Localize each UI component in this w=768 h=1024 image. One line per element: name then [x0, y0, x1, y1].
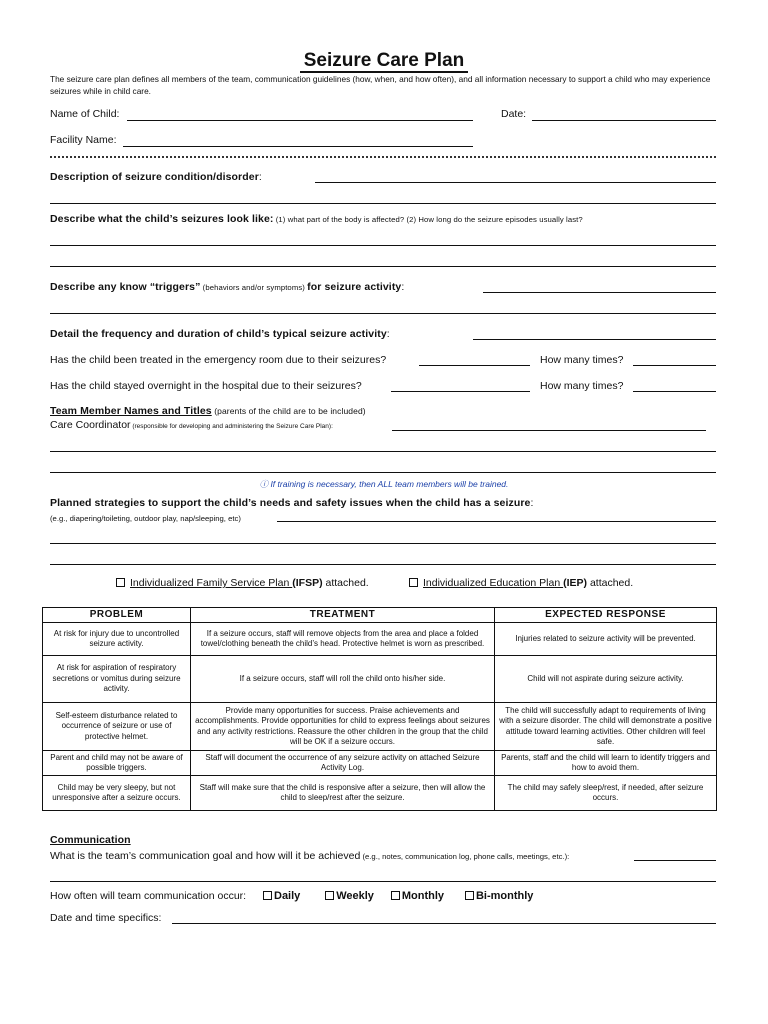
look-like-heading: Describe what the child’s seizures look like: (1) what part of the body is affected? (2) How long do the seizure episodes usually last?: [50, 213, 583, 225]
treatment-cell: Provide many opportunities for success. Praise achievements and accomplishments. Provide opportunities for child to express feelings about seizures and any activity restrictions. Reassure the other children in the group that the child will be OK if a seizure occurs.: [191, 703, 495, 751]
er-answer-field[interactable]: [419, 365, 530, 366]
triggers-field-line[interactable]: [50, 313, 716, 314]
weekly-option[interactable]: Weekly: [325, 890, 374, 902]
treatment-cell: Staff will document the occurrence of any seizure activity on attached Seizure Activity Log.: [191, 751, 495, 776]
look-like-field[interactable]: [50, 245, 716, 246]
problem-cell: At risk for aspiration of respiratory secretions or vomitus during seizure activity.: [43, 656, 191, 703]
treatment-cell: Staff will make sure that the child is responsive after a seizure, then will allow the child to sleep/rest after the seizure.: [191, 776, 495, 811]
table-row: [43, 776, 717, 811]
communication-goal-line[interactable]: [50, 881, 716, 882]
daily-option[interactable]: Daily: [263, 890, 300, 902]
communication-heading: Communication: [50, 834, 131, 846]
iep-checkbox[interactable]: Individualized Education Plan (IEP) attached.: [409, 577, 633, 589]
date-time-specifics-field[interactable]: [172, 923, 716, 924]
problem-header: PROBLEM: [43, 608, 191, 623]
condition-field[interactable]: [315, 182, 716, 183]
expected-response-header: EXPECTED RESPONSE: [495, 608, 717, 623]
team-field-line-1[interactable]: [50, 451, 716, 452]
table-row: [43, 623, 717, 656]
treatment-header: TREATMENT: [191, 608, 495, 623]
er-times-label: How many times?: [540, 354, 624, 366]
er-question: Has the child been treated in the emergency room due to their seizures?: [50, 354, 387, 366]
response-cell: Injuries related to seizure activity will be prevented.: [495, 623, 717, 656]
strategies-field[interactable]: [277, 521, 716, 522]
communication-frequency-label: How often will team communication occur: Daily Weekly Monthly Bi-monthly: [50, 890, 534, 902]
response-cell: The child will successfully adapt to requirements of living with a seizure disorder. The child will demonstrate a positive attitude toward learning activities. Other children will feel safe.: [495, 703, 717, 751]
triggers-field[interactable]: [483, 292, 716, 293]
strategies-field-line-1[interactable]: [50, 543, 716, 544]
hospital-question: Has the child stayed overnight in the hospital due to their seizures?: [50, 380, 362, 392]
checkbox-icon: [391, 891, 400, 900]
strategies-heading: Planned strategies to support the child’s needs and safety issues when the child has a seizure:: [50, 497, 534, 509]
strategies-field-line-2[interactable]: [50, 564, 716, 565]
coordinator-field[interactable]: [392, 430, 706, 431]
checkbox-icon: [325, 891, 334, 900]
training-note: ⓘ If training is necessary, then ALL team members will be trained.: [259, 479, 509, 489]
table-row: [43, 751, 717, 776]
response-cell: The child may safely sleep/rest, if needed, after seizure occurs.: [495, 776, 717, 811]
hospital-times-field[interactable]: [633, 391, 716, 392]
checkbox-icon: [263, 891, 272, 900]
problem-cell: Self-esteem disturbance related to occurrence of seizure or use of protective helmet.: [43, 703, 191, 751]
checkbox-icon: [409, 578, 418, 587]
table-row: [43, 703, 717, 751]
date-label: Date:: [501, 108, 527, 120]
frequency-field[interactable]: [473, 339, 716, 340]
triggers-heading: Describe any know “triggers” (behaviors and/or symptoms) for seizure activity:: [50, 281, 405, 293]
coordinator-label: Care Coordinator (responsible for developing and administering the Seizure Care Plan):: [50, 419, 333, 431]
team-heading: Team Member Names and Titles (parents of the child are to be included): [50, 405, 366, 417]
dotted-divider: [50, 156, 716, 158]
condition-field-line[interactable]: [50, 203, 716, 204]
date-time-specifics-label: Date and time specifics:: [50, 912, 162, 924]
treatment-cell: If a seizure occurs, staff will remove objects from the area and place a folded towel/clothing beneath the child’s head. Protective helmet is worn as prescribed.: [191, 623, 495, 656]
care-plan-table: [42, 607, 717, 811]
facility-field[interactable]: [123, 146, 473, 147]
ifsp-checkbox[interactable]: Individualized Family Service Plan (IFSP) attached.: [116, 577, 369, 589]
table-header-row: [43, 608, 717, 623]
hospital-answer-field[interactable]: [391, 391, 530, 392]
condition-heading: Description of seizure condition/disorder:: [50, 171, 262, 183]
er-times-field[interactable]: [633, 365, 716, 366]
table-row: [43, 656, 717, 703]
hospital-times-label: How many times?: [540, 380, 624, 392]
problem-cell: Child may be very sleepy, but not unresponsive after a seizure occurs.: [43, 776, 191, 811]
look-like-field-line[interactable]: [50, 266, 716, 267]
response-cell: Child will not aspirate during seizure activity.: [495, 656, 717, 703]
problem-cell: At risk for injury due to uncontrolled seizure activity.: [43, 623, 191, 656]
bimonthly-option[interactable]: Bi-monthly: [465, 890, 533, 902]
treatment-cell: If a seizure occurs, staff will roll the child onto his/her side.: [191, 656, 495, 703]
checkbox-icon: [465, 891, 474, 900]
response-cell: Parents, staff and the child will learn to identify triggers and how to avoid them.: [495, 751, 717, 776]
communication-goal-field[interactable]: [634, 860, 716, 861]
strategies-examples: (e.g., diapering/toileting, outdoor play, nap/sleeping, etc): [50, 514, 241, 523]
checkbox-icon: [116, 578, 125, 587]
child-name-label: Name of Child:: [50, 108, 120, 120]
communication-goal-label: What is the team’s communication goal and how will it be achieved (e.g., notes, communication log, phone calls, meetings, etc.):: [50, 850, 570, 862]
problem-cell: Parent and child may not be aware of possible triggers.: [43, 751, 191, 776]
monthly-option[interactable]: Monthly: [391, 890, 444, 902]
team-field-line-2[interactable]: [50, 472, 716, 473]
child-name-field[interactable]: [127, 120, 473, 121]
frequency-heading: Detail the frequency and duration of child’s typical seizure activity:: [50, 328, 390, 340]
facility-label: Facility Name:: [50, 134, 117, 146]
intro-text: The seizure care plan defines all members of the team, communication guidelines (how, when, and how often), and all information necessary to support a child who may experience seizures while in child care.: [50, 74, 711, 96]
date-field[interactable]: [532, 120, 716, 121]
page-title: Seizure Care Plan: [0, 50, 768, 72]
